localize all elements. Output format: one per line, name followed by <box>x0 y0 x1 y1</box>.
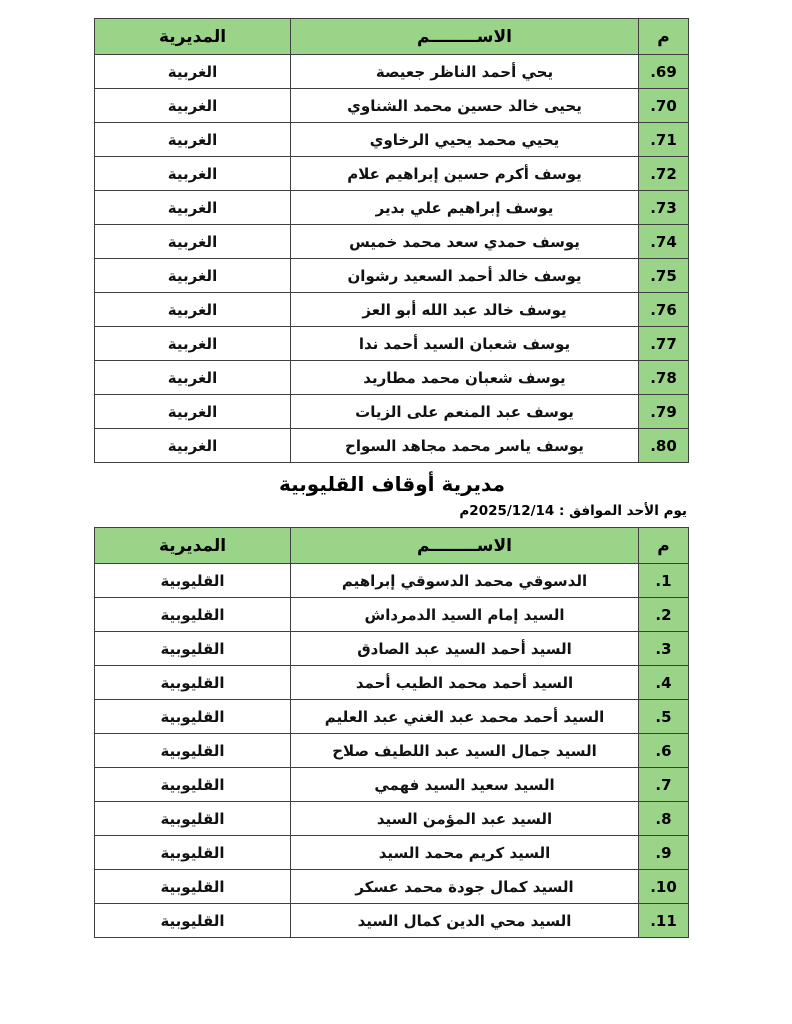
table-row <box>95 123 689 157</box>
gharbia-table-header <box>95 19 689 55</box>
row-name: يوسف حمدي سعد محمد خميس <box>291 225 639 259</box>
row-name: السيد عبد المؤمن السيد <box>291 802 639 836</box>
row-number: .3 <box>639 632 689 666</box>
row-directorate: القليوبية <box>95 870 291 904</box>
table-row <box>95 632 689 666</box>
table-row <box>95 768 689 802</box>
row-number: .76 <box>639 293 689 327</box>
row-number: .73 <box>639 191 689 225</box>
table-row <box>95 836 689 870</box>
row-directorate: القليوبية <box>95 598 291 632</box>
table-row <box>95 327 689 361</box>
row-directorate: الغربية <box>95 123 291 157</box>
row-name: يوسف إبراهيم علي بدير <box>291 191 639 225</box>
row-name: السيد أحمد محمد الطيب أحمد <box>291 666 639 700</box>
table-row <box>95 904 689 938</box>
row-directorate: القليوبية <box>95 632 291 666</box>
row-name: يحيي محمد يحيي الرخاوي <box>291 123 639 157</box>
table-row <box>95 225 689 259</box>
table-row <box>95 395 689 429</box>
row-name: السيد كمال جودة محمد عسكر <box>291 870 639 904</box>
row-number: .11 <box>639 904 689 938</box>
row-number: .71 <box>639 123 689 157</box>
row-name: السيد سعيد السيد فهمي <box>291 768 639 802</box>
table-row <box>95 89 689 123</box>
row-number: .75 <box>639 259 689 293</box>
row-directorate: الغربية <box>95 225 291 259</box>
row-directorate: الغربية <box>95 157 291 191</box>
row-number: .78 <box>639 361 689 395</box>
table-row <box>95 361 689 395</box>
document-content <box>95 18 689 938</box>
row-name: يوسف خالد أحمد السعيد رشوان <box>291 259 639 293</box>
row-name: الدسوقي محمد الدسوقي إبراهيم <box>291 564 639 598</box>
row-number: .9 <box>639 836 689 870</box>
row-number: .79 <box>639 395 689 429</box>
row-directorate: الغربية <box>95 191 291 225</box>
row-name: يوسف شعبان السيد أحمد ندا <box>291 327 639 361</box>
col-header-name: الاســــــــم <box>291 19 639 55</box>
qalyubia-table-header <box>95 528 689 564</box>
table-row <box>95 700 689 734</box>
header-row <box>95 19 689 55</box>
col-header-number: م <box>639 528 689 564</box>
row-number: .77 <box>639 327 689 361</box>
row-number: .1 <box>639 564 689 598</box>
row-directorate: القليوبية <box>95 768 291 802</box>
row-number: .6 <box>639 734 689 768</box>
row-directorate: القليوبية <box>95 904 291 938</box>
row-directorate: الغربية <box>95 293 291 327</box>
table-row <box>95 802 689 836</box>
row-directorate: الغربية <box>95 89 291 123</box>
row-name: يوسف ياسر محمد مجاهد السواح <box>291 429 639 463</box>
row-number: .69 <box>639 55 689 89</box>
row-directorate: الغربية <box>95 361 291 395</box>
table-row <box>95 55 689 89</box>
row-directorate: الغربية <box>95 429 291 463</box>
row-name: السيد جمال السيد عبد اللطيف صلاح <box>291 734 639 768</box>
table-row <box>95 870 689 904</box>
table-row <box>95 564 689 598</box>
row-number: .80 <box>639 429 689 463</box>
col-header-directorate: المديرية <box>95 528 291 564</box>
row-name: السيد أحمد محمد عبد الغني عبد العليم <box>291 700 639 734</box>
table-row <box>95 191 689 225</box>
row-number: .5 <box>639 700 689 734</box>
col-header-directorate: المديرية <box>95 19 291 55</box>
row-directorate: القليوبية <box>95 802 291 836</box>
row-number: .2 <box>639 598 689 632</box>
section-date: يوم الأحد الموافق : 2025/12/14م <box>459 503 687 519</box>
qalyubia-roster-table <box>94 527 689 938</box>
row-number: .74 <box>639 225 689 259</box>
row-directorate: القليوبية <box>95 700 291 734</box>
table-row <box>95 598 689 632</box>
header-row <box>95 528 689 564</box>
table-row <box>95 666 689 700</box>
row-directorate: الغربية <box>95 259 291 293</box>
row-name: يوسف شعبان محمد مطاريد <box>291 361 639 395</box>
row-name: السيد إمام السيد الدمرداش <box>291 598 639 632</box>
section-title: مديرية أوقاف القليوبية <box>278 472 505 496</box>
row-name: السيد محي الدين كمال السيد <box>291 904 639 938</box>
row-directorate: القليوبية <box>95 564 291 598</box>
row-name: يحي أحمد الناظر جعيصة <box>291 55 639 89</box>
row-directorate: الغربية <box>95 327 291 361</box>
gharbia-roster-table <box>94 18 689 463</box>
row-number: .7 <box>639 768 689 802</box>
row-name: السيد كريم محمد السيد <box>291 836 639 870</box>
row-number: .70 <box>639 89 689 123</box>
table-row <box>95 157 689 191</box>
row-name: يوسف عبد المنعم على الزيات <box>291 395 639 429</box>
gharbia-table-body <box>95 55 689 463</box>
row-directorate: الغربية <box>95 55 291 89</box>
col-header-name: الاســــــــم <box>291 528 639 564</box>
row-directorate: القليوبية <box>95 836 291 870</box>
row-directorate: القليوبية <box>95 734 291 768</box>
table-row <box>95 259 689 293</box>
row-number: .8 <box>639 802 689 836</box>
row-name: السيد أحمد السيد عبد الصادق <box>291 632 639 666</box>
row-name: يوسف أكرم حسين إبراهيم علام <box>291 157 639 191</box>
table-row <box>95 293 689 327</box>
row-directorate: القليوبية <box>95 666 291 700</box>
row-name: يوسف خالد عبد الله أبو العز <box>291 293 639 327</box>
row-number: .10 <box>639 870 689 904</box>
table-row <box>95 734 689 768</box>
row-name: يحيى خالد حسين محمد الشناوي <box>291 89 639 123</box>
table-row <box>95 429 689 463</box>
row-number: .4 <box>639 666 689 700</box>
row-number: .72 <box>639 157 689 191</box>
col-header-number: م <box>639 19 689 55</box>
qalyubia-table-body <box>95 564 689 938</box>
row-directorate: الغربية <box>95 395 291 429</box>
